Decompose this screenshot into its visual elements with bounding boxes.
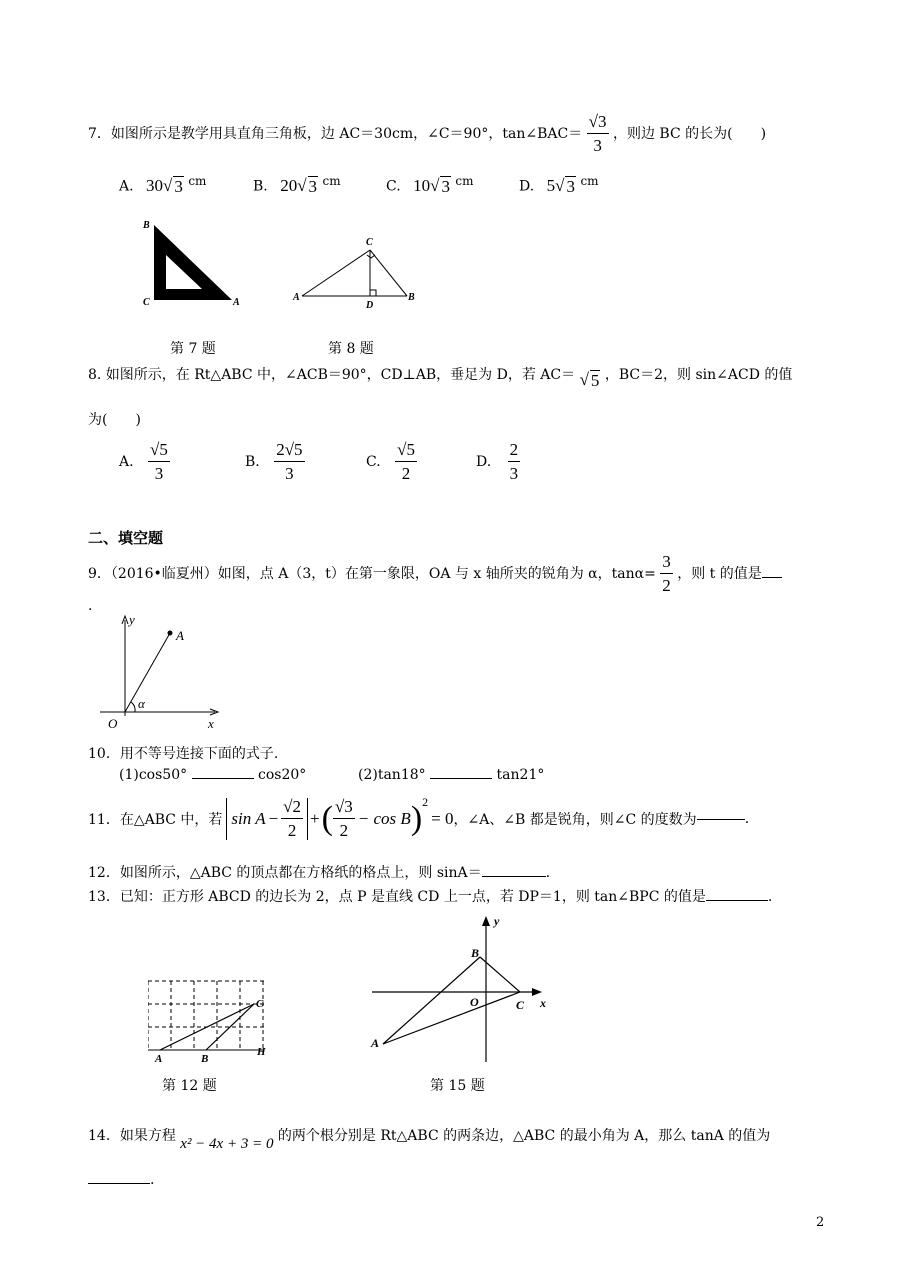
q7-stem: 7．如图所示是教学用具直角三角板，边 AC＝30cm，∠C＝90°，tan∠BAC＝ $\frac{√3}{3}$ ，则边 BC 的长为( ) bbox=[88, 112, 767, 155]
fig9-label-x: x bbox=[208, 716, 214, 731]
fig9-label-o: O bbox=[108, 716, 118, 731]
q10-part2-blank[interactable] bbox=[430, 778, 492, 779]
q8-stem: 8. 如图所示，在 Rt△ABC 中，∠ACB＝90°，CD⊥AB，垂足为 D，若 AC＝ √ 5 ，BC＝2，则 sin∠ACD 的值 bbox=[88, 367, 793, 390]
q8-option-c[interactable]: C. $\frac{√5}{2}$ bbox=[366, 440, 415, 483]
q7-option-c[interactable]: C. 10 √ 3 $^{cm}$ bbox=[386, 174, 474, 196]
fig12-grid-triangle bbox=[148, 975, 276, 1065]
fig7-label-b: B bbox=[143, 220, 150, 231]
fig9-label-a: A bbox=[176, 628, 184, 643]
fig12-label-h: H bbox=[257, 1046, 266, 1058]
q13-stem: 13．已知：正方形 ABCD 的边长为 2，点 P 是直线 CD 上一点，若 DP＝1，则 tan∠BPC 的值是 . bbox=[88, 889, 773, 905]
q9-stem-end: . bbox=[88, 598, 93, 614]
q11-abs-value: sin A − $\frac{√2}{2}$ bbox=[226, 798, 308, 840]
fig12-label-b: B bbox=[201, 1053, 209, 1065]
fig15-caption: 第 15 题 bbox=[430, 1078, 485, 1094]
fig15-label-y: y bbox=[494, 914, 500, 928]
fig7-caption: 第 7 题 bbox=[170, 341, 216, 357]
fig7-triangle-ruler bbox=[140, 215, 250, 310]
fig9-label-alpha: α bbox=[138, 696, 145, 711]
page-number: 2 bbox=[816, 1215, 825, 1230]
fig12-label-a: A bbox=[155, 1053, 163, 1065]
fig15-label-o: O bbox=[470, 995, 479, 1009]
fig12-label-c: C bbox=[256, 998, 264, 1010]
q9-stem: 9．（2016•临夏州）如图，点 A（3，t）在第一象限，OA 与 x 轴所夹的锐角为 α，tanα= $\frac{3}{2}$ ，则 t 的值是 bbox=[88, 553, 782, 595]
fig15-coordinate-triangle bbox=[368, 912, 558, 1064]
fig15-label-a: A bbox=[371, 1036, 380, 1050]
q9-answer-blank[interactable] bbox=[762, 577, 782, 578]
fig8-label-a: A bbox=[293, 292, 300, 303]
q8-option-a[interactable]: A. $\frac{√5}{3}$ bbox=[119, 440, 168, 483]
q8-stem-continued: 为( ) bbox=[88, 412, 141, 428]
q14-equation: x² − 4x + 3 = 0 bbox=[180, 1136, 274, 1152]
fig9-label-y: y bbox=[129, 612, 135, 627]
q10-part2: (2)tan18° tan21° bbox=[358, 767, 545, 783]
q7-fraction: $\frac{√3}{3}$ bbox=[588, 112, 607, 155]
fig12-caption: 第 12 题 bbox=[162, 1078, 217, 1094]
fig7-label-c: C bbox=[143, 297, 150, 308]
q7-option-b[interactable]: B. 20 √ 3 $^{cm}$ bbox=[253, 174, 341, 196]
q11-stem: 11．在△ABC 中，若 sin A − $\frac{√2}{2}$ + ( $\frac{√3}{2}$ − cos B ) 2 = 0 ，∠A、∠B 都是锐角，则∠C 的度数为 . bbox=[88, 795, 750, 840]
fig8-right-triangle bbox=[290, 232, 420, 312]
fig15-label-c: C bbox=[516, 998, 525, 1012]
fig8-label-b: B bbox=[408, 292, 415, 303]
fig9-coordinate bbox=[100, 612, 225, 732]
q13-answer-blank[interactable] bbox=[706, 900, 768, 901]
q14-answer-line: . bbox=[88, 1172, 154, 1188]
section-title-fill-in: 二、填空题 bbox=[88, 529, 164, 547]
q10-part1: (1)cos50° cos20° bbox=[119, 767, 307, 783]
fig8-label-d: D bbox=[366, 300, 374, 311]
fig15-label-b: B bbox=[471, 946, 480, 960]
q14-answer-blank[interactable] bbox=[88, 1183, 150, 1184]
q8-option-b[interactable]: B. $\frac{2√5}{3}$ bbox=[245, 440, 303, 483]
q12-stem: 12．如图所示，△ABC 的顶点都在方格纸的格点上，则 sinA＝ . bbox=[88, 865, 551, 881]
fig15-label-x: x bbox=[540, 996, 546, 1010]
q10-stem: 10．用不等号连接下面的式子. bbox=[88, 746, 279, 762]
q10-part1-blank[interactable] bbox=[192, 778, 254, 779]
fig7-label-a: A bbox=[233, 297, 240, 308]
fig8-label-c: C bbox=[366, 237, 373, 248]
q7-option-a[interactable]: A. 30 √ 3 $^{cm}$ bbox=[119, 174, 207, 196]
q7-option-d[interactable]: D. 5 √ 3 $^{cm}$ bbox=[519, 174, 599, 196]
q11-answer-blank[interactable] bbox=[697, 819, 745, 820]
fig8-caption: 第 8 题 bbox=[328, 341, 374, 357]
q12-answer-blank[interactable] bbox=[482, 876, 546, 877]
q8-option-d[interactable]: D. $\frac{2}{3}$ bbox=[476, 440, 519, 483]
q14-stem: 14．如果方程 x² − 4x + 3 = 0 的两个根分别是 Rt△ABC 的两条边，△ABC 的最小角为 A，那么 tanA 的值为 bbox=[88, 1128, 771, 1152]
